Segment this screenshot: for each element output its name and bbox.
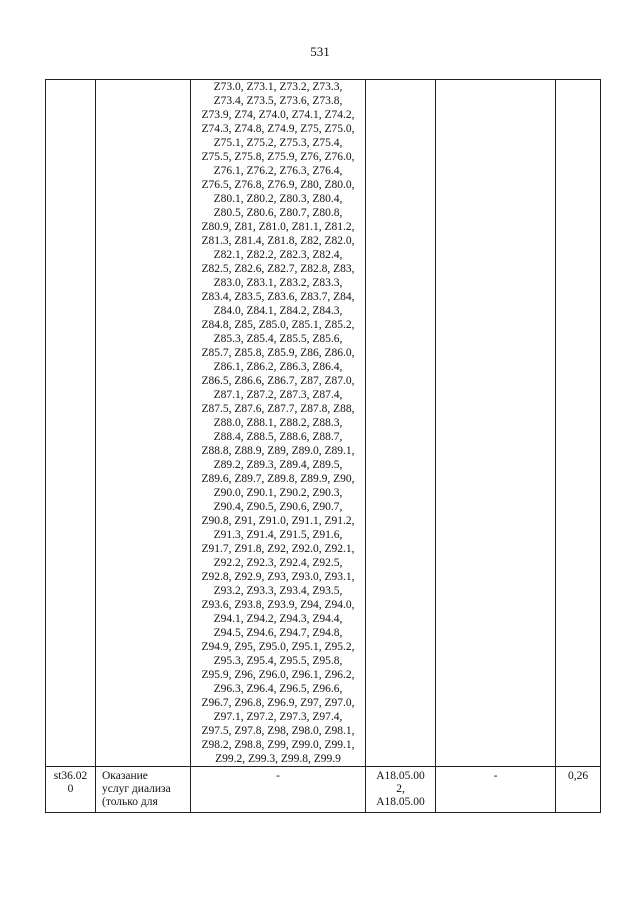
tariff-table — [45, 79, 601, 813]
cell-services — [366, 80, 436, 767]
cell-name: Оказание услуг диализа (только для — [96, 767, 191, 813]
diagnosis-codes-list — [191, 80, 365, 766]
diagnosis-codes-line: Z81.3, Z81.4, Z81.8, Z82, Z82.0, — [201, 235, 355, 247]
diagnosis-codes-line: Z88.0, Z88.1, Z88.2, Z88.3, — [213, 417, 343, 429]
cell-name — [96, 80, 191, 767]
diagnosis-codes-line: Z84.0, Z84.1, Z84.2, Z84.3, — [213, 305, 343, 317]
diagnosis-codes-line: Z73.4, Z73.5, Z73.6, Z73.8, — [213, 95, 343, 107]
diagnosis-codes-line: Z99.2, Z99.3, Z99.8, Z99.9 — [215, 753, 341, 765]
diagnosis-codes-line: Z94.1, Z94.2, Z94.3, Z94.4, — [213, 613, 343, 625]
diagnosis-codes-line: Z73.9, Z74, Z74.0, Z74.1, Z74.2, — [201, 109, 355, 121]
diagnosis-codes-line: Z96.7, Z96.8, Z96.9, Z97, Z97.0, — [201, 697, 355, 709]
cell-diagnosis-codes — [191, 80, 366, 767]
diagnosis-codes-line: Z91.7, Z91.8, Z92, Z92.0, Z92.1, — [201, 543, 355, 555]
diagnosis-codes-line: Z89.2, Z89.3, Z89.4, Z89.5, — [213, 459, 343, 471]
diagnosis-codes-line: Z90.0, Z90.1, Z90.2, Z90.3, — [213, 487, 343, 499]
diagnosis-codes-line: Z93.6, Z93.8, Z93.9, Z94, Z94.0, — [201, 599, 355, 611]
cell-code — [46, 80, 96, 767]
diagnosis-codes-line: Z87.1, Z87.2, Z87.3, Z87.4, — [213, 389, 343, 401]
diagnosis-codes-line: Z95.9, Z96, Z96.0, Z96.1, Z96.2, — [201, 669, 355, 681]
diagnosis-codes-line: Z76.1, Z76.2, Z76.3, Z76.4, — [213, 165, 343, 177]
diagnosis-codes-line: Z83.0, Z83.1, Z83.2, Z83.3, — [213, 277, 343, 289]
diagnosis-codes-line: Z94.9, Z95, Z95.0, Z95.1, Z95.2, — [201, 641, 355, 653]
diagnosis-codes-line: Z83.4, Z83.5, Z83.6, Z83.7, Z84, — [201, 291, 355, 303]
diagnosis-codes-line: Z96.3, Z96.4, Z96.5, Z96.6, — [213, 683, 343, 695]
diagnosis-codes-line: Z94.5, Z94.6, Z94.7, Z94.8, — [213, 627, 343, 639]
cell-other — [436, 80, 556, 767]
diagnosis-codes-line: Z90.4, Z90.5, Z90.6, Z90.7, — [213, 501, 343, 513]
cell-coefficient — [556, 80, 601, 767]
diagnosis-codes-line: Z97.1, Z97.2, Z97.3, Z97.4, — [213, 711, 343, 723]
diagnosis-codes-line: Z82.1, Z82.2, Z82.3, Z82.4, — [213, 249, 343, 261]
page-number: 531 — [310, 44, 330, 59]
cell-code: st36.02 0 — [46, 767, 96, 813]
diagnosis-codes-line: Z86.1, Z86.2, Z86.3, Z86.4, — [213, 361, 343, 373]
diagnosis-codes-line: Z95.3, Z95.4, Z95.5, Z95.8, — [213, 655, 343, 667]
diagnosis-codes-line: Z90.8, Z91, Z91.0, Z91.1, Z91.2, — [201, 515, 355, 527]
diagnosis-codes-line: Z80.1, Z80.2, Z80.3, Z80.4, — [213, 193, 343, 205]
table-row — [46, 80, 601, 767]
diagnosis-codes-line: Z82.5, Z82.6, Z82.7, Z82.8, Z83, — [201, 263, 355, 275]
diagnosis-codes-line: Z93.2, Z93.3, Z93.4, Z93.5, — [213, 585, 343, 597]
diagnosis-codes-line: Z86.5, Z86.6, Z86.7, Z87, Z87.0, — [201, 375, 355, 387]
cell-other: - — [436, 767, 556, 813]
diagnosis-codes-line: Z92.2, Z92.3, Z92.4, Z92.5, — [213, 557, 343, 569]
diagnosis-codes-line: Z85.3, Z85.4, Z85.5, Z85.6, — [213, 333, 343, 345]
diagnosis-codes-line: Z97.5, Z97.8, Z98, Z98.0, Z98.1, — [201, 725, 355, 737]
diagnosis-codes-line: Z89.6, Z89.7, Z89.8, Z89.9, Z90, — [201, 473, 355, 485]
diagnosis-codes-line: Z76.5, Z76.8, Z76.9, Z80, Z80.0, — [201, 179, 355, 191]
diagnosis-codes-line: Z98.2, Z98.8, Z99, Z99.0, Z99.1, — [201, 739, 355, 751]
table-row — [46, 767, 601, 813]
diagnosis-codes-line: Z91.3, Z91.4, Z91.5, Z91.6, — [213, 529, 343, 541]
diagnosis-codes-line: Z85.7, Z85.8, Z85.9, Z86, Z86.0, — [201, 347, 355, 359]
diagnosis-codes-line: Z73.0, Z73.1, Z73.2, Z73.3, — [213, 81, 343, 93]
diagnosis-codes-line: Z75.5, Z75.8, Z75.9, Z76, Z76.0, — [201, 151, 355, 163]
diagnosis-codes-line: Z80.5, Z80.6, Z80.7, Z80.8, — [213, 207, 343, 219]
cell-coefficient: 0,26 — [556, 767, 601, 813]
diagnosis-codes-line: Z92.8, Z92.9, Z93, Z93.0, Z93.1, — [201, 571, 355, 583]
diagnosis-codes-line: Z75.1, Z75.2, Z75.3, Z75.4, — [213, 137, 343, 149]
diagnosis-codes-line: Z80.9, Z81, Z81.0, Z81.1, Z81.2, — [201, 221, 355, 233]
cell-services: A18.05.00 2, A18.05.00 — [366, 767, 436, 813]
diagnosis-codes-line: Z88.8, Z88.9, Z89, Z89.0, Z89.1, — [201, 445, 355, 457]
diagnosis-codes-line: Z87.5, Z87.6, Z87.7, Z87.8, Z88, — [201, 403, 355, 415]
diagnosis-codes-line: Z88.4, Z88.5, Z88.6, Z88.7, — [213, 431, 343, 443]
diagnosis-codes-line: Z74.3, Z74.8, Z74.9, Z75, Z75.0, — [201, 123, 355, 135]
cell-diagnosis-codes: - — [191, 767, 366, 813]
diagnosis-codes-line: Z84.8, Z85, Z85.0, Z85.1, Z85.2, — [201, 319, 355, 331]
